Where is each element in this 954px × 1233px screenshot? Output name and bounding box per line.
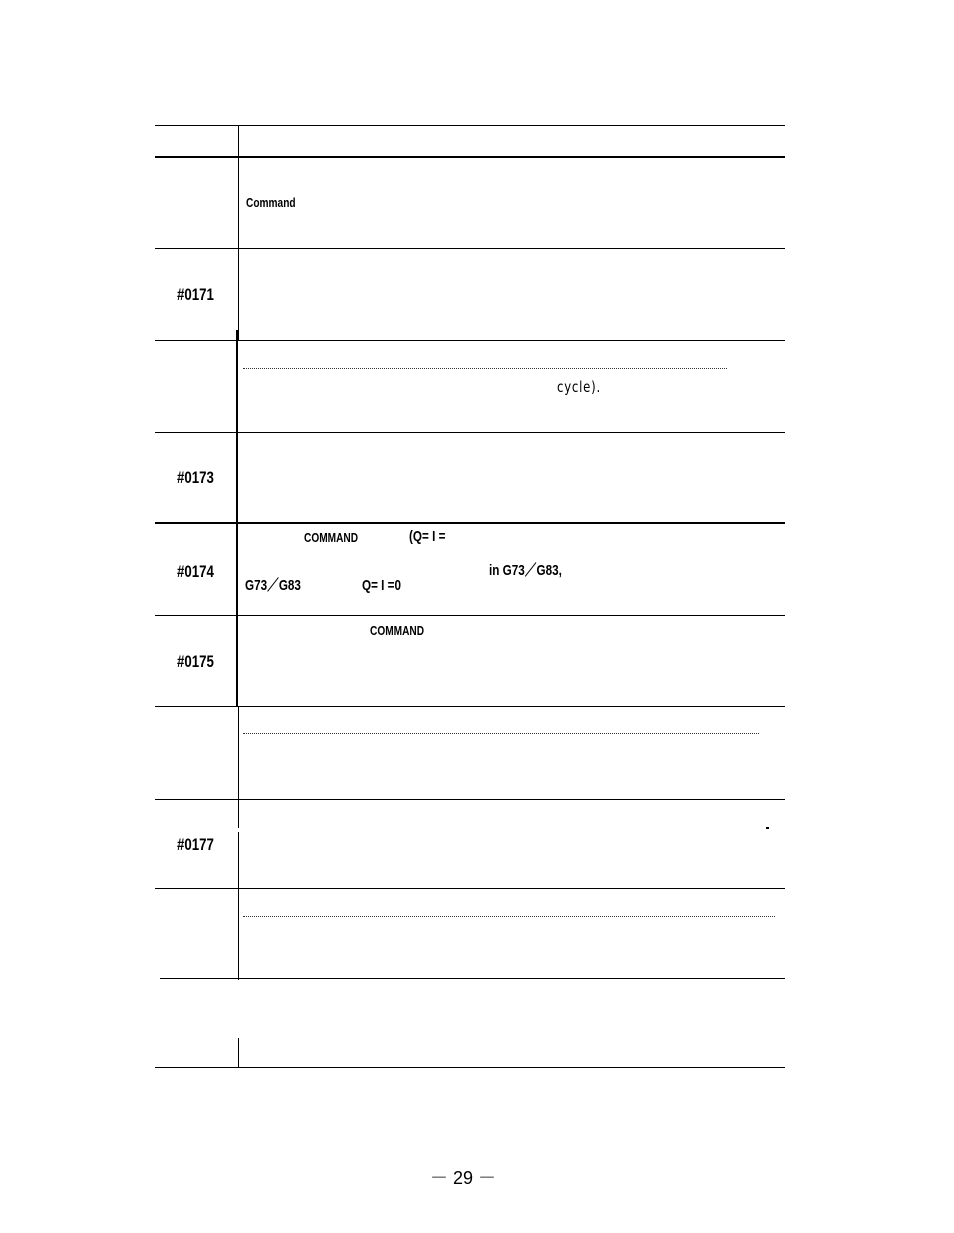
- row-divider: [155, 706, 785, 707]
- dotted-leader: [243, 368, 727, 369]
- cell-text-cycle: cycle).: [557, 378, 601, 396]
- cell-text-command: COMMAND: [304, 530, 359, 545]
- parameter-code: #0174: [177, 562, 214, 581]
- dotted-leader: [243, 733, 759, 734]
- parameter-code: #0171: [177, 285, 214, 304]
- row-divider: [155, 522, 785, 524]
- cell-text-in-g73-g83: in G73／G83,: [489, 562, 562, 579]
- row-divider: [155, 799, 785, 800]
- cell-text-q-equals: (Q= I =: [409, 528, 446, 545]
- row-divider: [155, 888, 785, 889]
- table-rule: [155, 1067, 785, 1068]
- dotted-leader: [243, 916, 775, 917]
- table-top-rule: [155, 125, 785, 126]
- row-divider: [155, 248, 785, 249]
- cell-text-command: COMMAND: [370, 623, 425, 638]
- parameter-code: #0175: [177, 652, 214, 671]
- cell-text-command: Command: [246, 195, 296, 210]
- table-bottom-rule: [160, 978, 785, 979]
- cell-text-g73-g83: G73／G83: [245, 577, 301, 594]
- column-divider: [238, 1038, 239, 1067]
- stray-mark: [766, 827, 769, 829]
- column-divider: [238, 706, 239, 828]
- row-divider: [155, 340, 785, 341]
- column-divider: [236, 330, 238, 706]
- table-header-rule: [155, 156, 785, 158]
- cell-text-q-zero: Q= I =0: [362, 577, 402, 594]
- column-divider: [238, 125, 239, 340]
- row-divider: [155, 615, 785, 616]
- parameter-code: #0177: [177, 835, 214, 854]
- page-number: － 29 －: [430, 1168, 497, 1188]
- column-divider: [238, 832, 239, 980]
- row-divider: [155, 432, 785, 433]
- parameter-code: #0173: [177, 468, 214, 487]
